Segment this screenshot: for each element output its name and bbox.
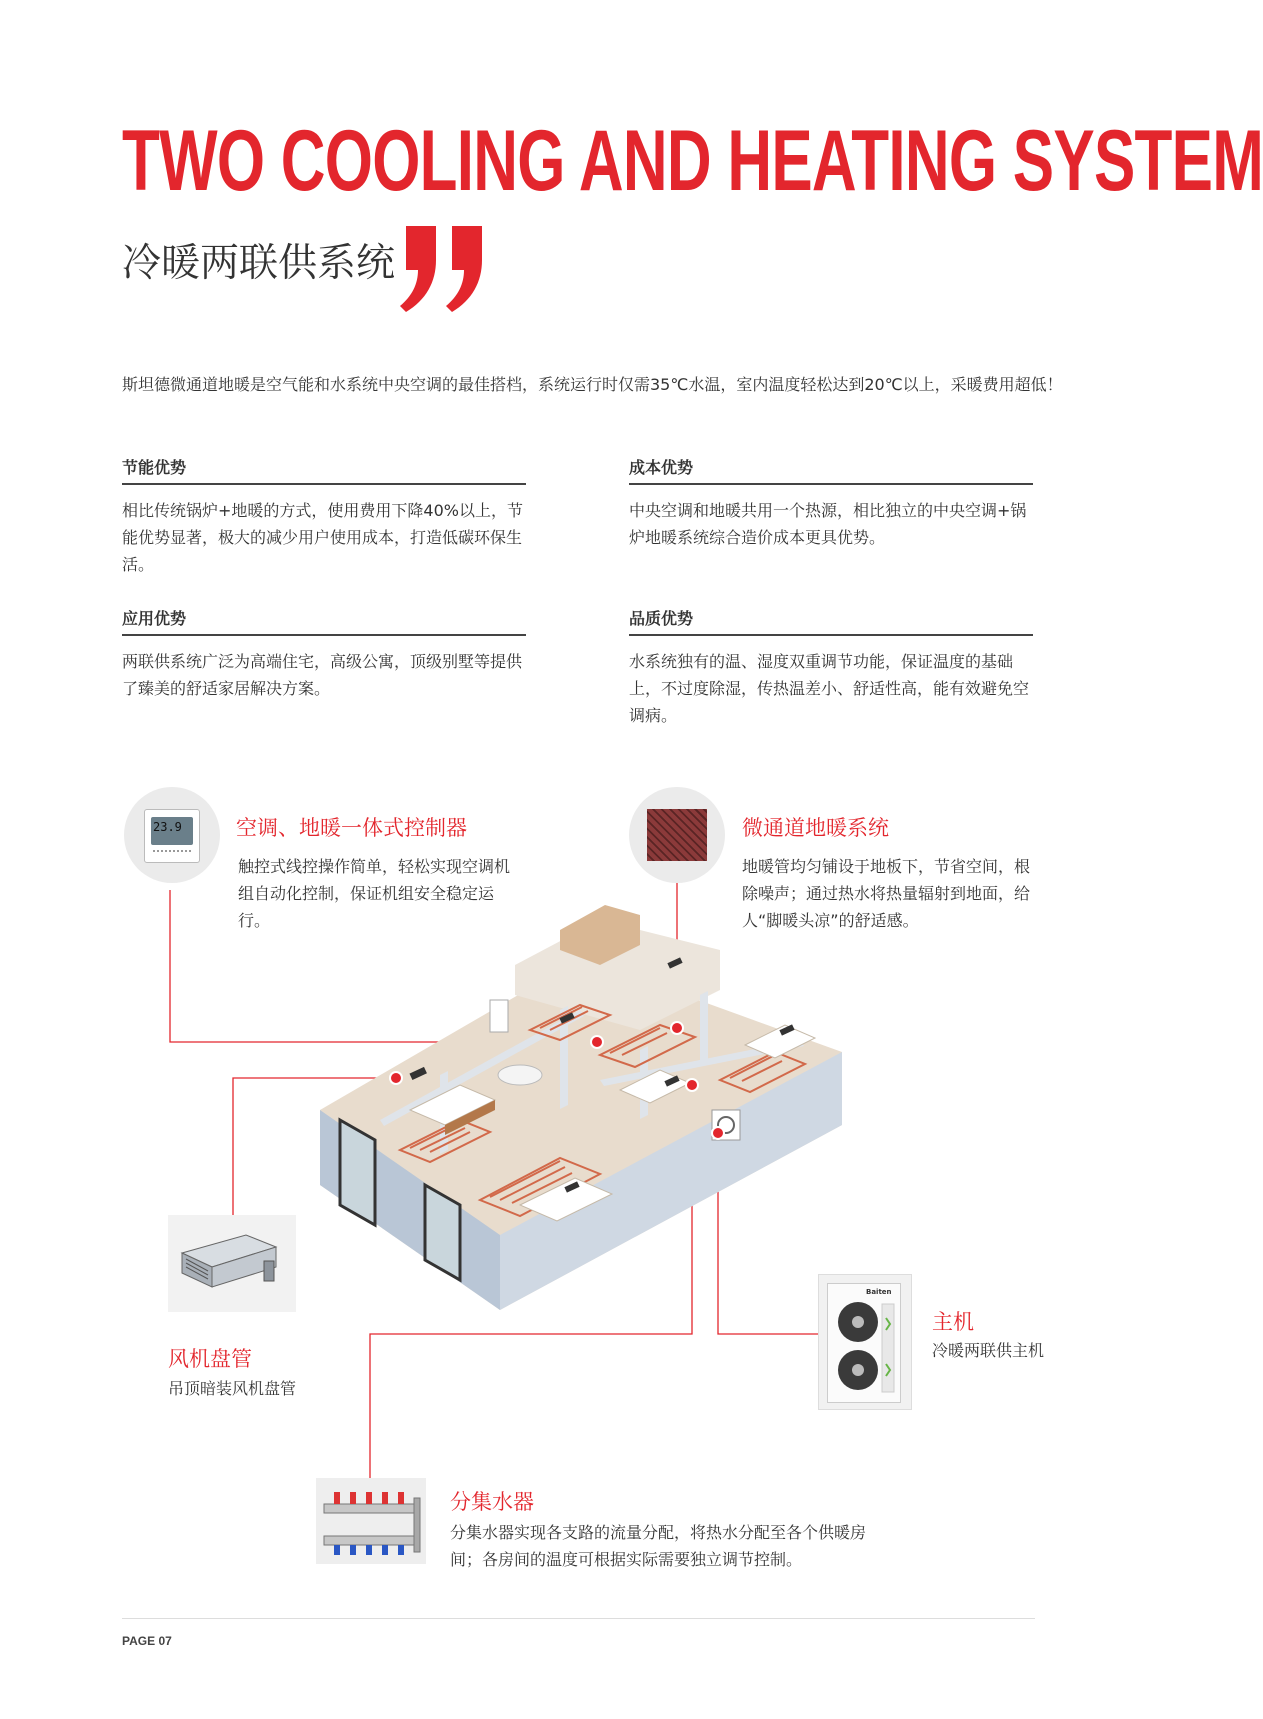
connection-dot — [712, 1127, 724, 1139]
fan-coil-image — [168, 1215, 296, 1312]
floor-heating-image — [629, 787, 725, 883]
brand-logo: Baiten — [866, 1288, 892, 1296]
main-unit-title: 主机 — [932, 1310, 974, 1334]
page-number: PAGE 07 — [122, 1634, 172, 1648]
floor-pipe-pattern — [647, 809, 707, 861]
footer-divider — [122, 1618, 1035, 1619]
manifold-desc: 分集水器实现各支路的流量分配，将热水分配至各个供暖房间；各房间的温度可根据实际需要独立调节控制。 — [450, 1523, 867, 1569]
main-unit-desc: 冷暖两联供主机 — [932, 1341, 1045, 1360]
controller-image — [124, 787, 220, 883]
controller-title: 空调、地暖一体式控制器 — [236, 816, 467, 840]
advantage-heading: 品质优势 — [629, 609, 694, 628]
advantage-text: 相比传统锅炉+地暖的方式，使用费用下降40%以上，节能优势显著，极大的减少用户使用成本，打造低碳环保生活。 — [122, 501, 523, 574]
manifold-title: 分集水器 — [450, 1490, 534, 1514]
advantage-heading: 应用优势 — [122, 609, 187, 628]
manifold-image — [316, 1478, 426, 1564]
title-zh: 冷暖两联供系统 — [122, 241, 396, 286]
floor-heating-title: 微通道地暖系统 — [742, 816, 889, 840]
title-en: TWO COOLING AND HEATING SYSTEM — [122, 113, 1263, 209]
advantage-text: 两联供系统广泛为高端住宅，高级公寓，顶级别墅等提供了臻美的舒适家居解决方案。 — [122, 652, 523, 698]
intro-text: 斯坦德微通道地暖是空气能和水系统中央空调的最佳搭档，系统运行时仅需35℃水温，室内温度轻松达到20℃以上，采暖费用超低！ — [122, 375, 1063, 394]
connection-dot — [591, 1036, 603, 1048]
connection-dot — [686, 1079, 698, 1091]
thermostat-display: 23.9 — [153, 820, 182, 834]
house-illustration — [320, 905, 842, 1310]
connection-dot — [390, 1072, 402, 1084]
fan-coil-title: 风机盘管 — [168, 1347, 252, 1371]
advantage-text: 水系统独有的温、湿度双重调节功能，保证温度的基础上，不过度除湿，传热温差小、舒适性高，能有效避免空调病。 — [629, 652, 1030, 725]
connection-dot — [671, 1022, 683, 1034]
advantage-text: 中央空调和地暖共用一个热源，相比独立的中央空调+锅炉地暖系统综合造价成本更具优势。 — [629, 501, 1027, 547]
fan-coil-desc: 吊顶暗装风机盘管 — [168, 1379, 297, 1398]
controller-desc: 触控式线控操作简单，轻松实现空调机组自动化控制，保证机组安全稳定运行。 — [238, 857, 511, 930]
advantage-heading: 成本优势 — [629, 458, 694, 477]
floor-heating-desc: 地暖管均匀铺设于地板下，节省空间，根除噪声；通过热水将热量辐射到地面，给人“脚暖头凉”的舒适感。 — [742, 857, 1031, 930]
advantage-heading: 节能优势 — [122, 458, 187, 477]
main-unit-image — [818, 1274, 912, 1410]
